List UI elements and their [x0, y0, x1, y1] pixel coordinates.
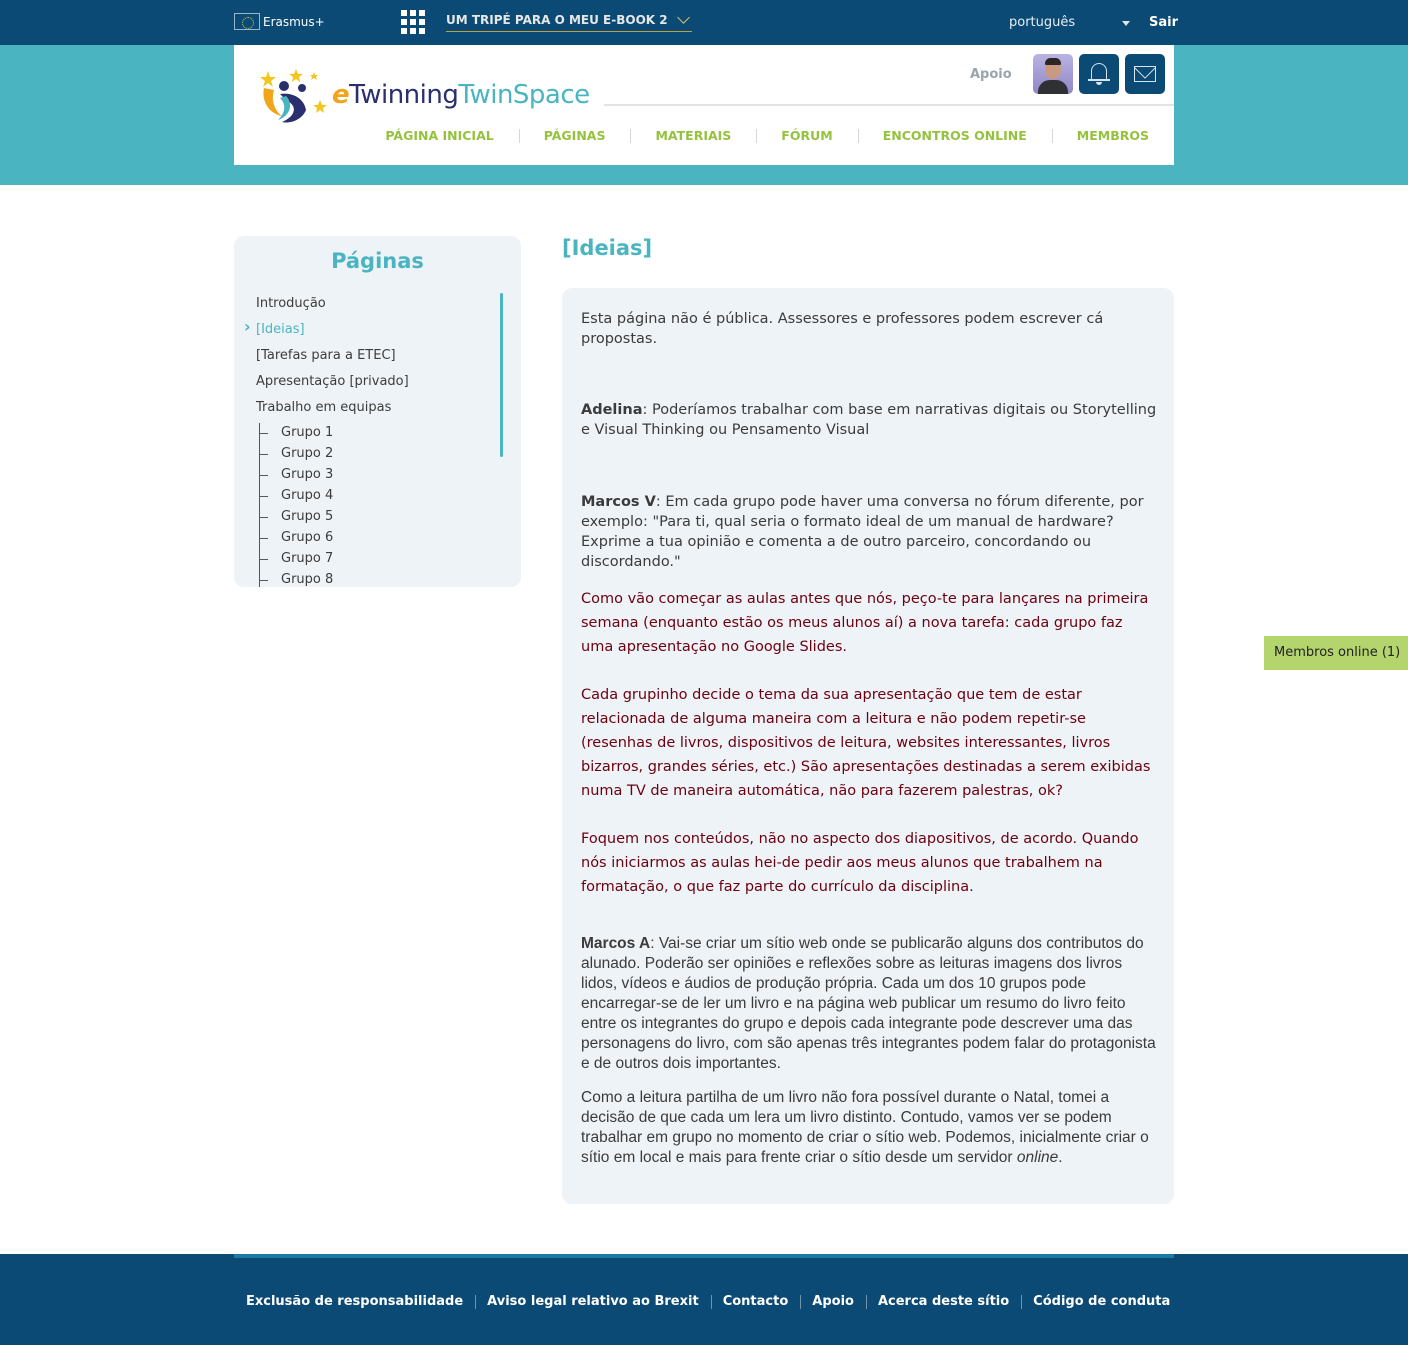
sidebar-item-grupo-6[interactable]: Grupo 6 — [259, 528, 333, 549]
bell-icon — [1091, 63, 1107, 80]
sidebar-item-apresentacao[interactable]: Apresentação [privado] — [256, 374, 409, 389]
apps-grid-icon[interactable] — [401, 10, 425, 34]
page-title: [Ideias] — [562, 236, 653, 260]
header-divider — [604, 104, 1174, 106]
adelina-text: : Poderíamos trabalhar com base em narrativas digitais ou Storytelling e Visual Thinking ou Pensamento Visual — [581, 402, 1157, 438]
marcosa-text: : Vai-se criar um sítio web onde se publicarão alguns dos contributos do alunado. Poderão ser opiniões e reflexões sobre as leituras imagens dos livros lidos, vídeos e áudios de produção própria. Cada um dos 10 grupos pode encarregar-se de ler um livro e na página web publicar um resumo do livro feito entre os integrantes do grupo e depois cada integrante pode descrever uma das personagens do livro, com são apenas três integrantes podem falar do protagonista e de outros dois importantes. — [581, 935, 1156, 1072]
footer-link-brexit[interactable]: Aviso legal relativo ao Brexit — [475, 1292, 711, 1312]
marcosv-text: : Em cada grupo pode haver uma conversa no fórum diferente, por exemplo: "Para ti, qual seria o formato ideal de um manual de hardware? Exprime a tua opinião e comenta a de outro parceiro, concordando ou discordando." — [581, 494, 1144, 570]
sidebar-item-introducao[interactable]: Introdução — [256, 296, 326, 311]
marcosv-comment — [581, 492, 1159, 572]
language-label: português — [1009, 15, 1076, 30]
sidebar-title: Páginas — [331, 249, 424, 273]
project-name: UM TRIPÉ PARA O MEU E-BOOK 2 — [446, 13, 668, 27]
nav-members[interactable]: MEMBROS — [1052, 126, 1174, 146]
closing-end: . — [1058, 1149, 1063, 1166]
eu-flag-icon — [234, 13, 260, 30]
sidebar-item-grupo-2[interactable]: Grupo 2 — [259, 444, 333, 465]
footer-accent-line — [234, 1254, 1174, 1258]
logo-twinspace: TwinSpace — [458, 80, 590, 110]
sidebar-item-grupo-3[interactable]: Grupo 3 — [259, 465, 333, 486]
support-link[interactable]: Apoio — [970, 67, 1012, 82]
sidebar-item-grupo-8[interactable]: Grupo 8 — [259, 570, 333, 587]
messages-button[interactable] — [1125, 54, 1165, 94]
sidebar-item-tarefas[interactable]: [Tarefas para a ETEC] — [256, 348, 396, 363]
avatar-hair — [1045, 58, 1061, 65]
logout-link[interactable]: Sair — [1149, 15, 1179, 30]
intro-text: Esta página não é pública. Assessores e professores podem escrever cá propostas. — [581, 311, 1104, 347]
pages-list — [256, 294, 496, 424]
closing-italic: online — [1016, 1149, 1059, 1166]
footer-link-support[interactable]: Apoio — [800, 1292, 866, 1312]
red-paragraph-2: Cada grupinho decide o tema da sua apresentação que tem de estar relacionada de alguma maneira com a leitura e não podem repetir-se (resenhas de livros, dispositivos de leitura, websites interessantes, livros bizarros, grandes séries, etc.) São apresentações destinadas a serem exibidas numa TV de maneira automática, não para fazerem palestras, ok? — [581, 687, 1151, 799]
pages-sidebar — [234, 236, 521, 587]
footer-link-disclaimer[interactable]: Exclusão de responsabilidade — [246, 1294, 464, 1309]
nav-home[interactable]: PÁGINA INICIAL — [385, 128, 494, 143]
marcosa-name: Marcos A — [581, 935, 651, 952]
red-paragraph-1: Como vão começar as aulas antes que nós, peço-te para lançares na primeira semana (enquanto estão os meus alunos aí) a nova tarefa: cada grupo faz uma apresentação no Google Slides. — [581, 591, 1149, 655]
erasmus-label: Erasmus+ — [263, 14, 325, 29]
caret-down-icon — [1122, 21, 1130, 26]
adelina-comment — [581, 400, 1159, 440]
bell-icon-base — [1088, 79, 1110, 81]
top-bar — [0, 0, 1408, 45]
footer-link-contact[interactable]: Contacto — [711, 1292, 801, 1312]
closing-text: Como a leitura partilha de um livro não fora possível durante o Natal, tomei a decisão de que cada um lera um livro distinto. Contudo, vamos ver se podem trabalhar em grupo no momento de criar o sítio web. Podemos, inicialmente criar o sítio em local e mais para frente criar o sítio desde um servidor — [581, 1089, 1149, 1166]
erasmus-logo[interactable] — [234, 13, 325, 30]
footer-link-about[interactable]: Acerca deste sítio — [866, 1292, 1021, 1312]
logo-twinning: Twinning — [349, 80, 459, 110]
sidebar-item-ideias[interactable]: › [Ideias] — [256, 320, 496, 346]
red-paragraph-3: Foquem nos conteúdos, não no aspecto dos diapositivos, de acordo. Quando nós iniciarmos as aulas hei-de pedir aos meus alunos que trabalhem na formatação, o que faz parte do currículo da disciplina. — [581, 831, 1139, 895]
sidebar-item-grupo-4[interactable]: Grupo 4 — [259, 486, 333, 507]
footer-link-code-of-conduct[interactable]: Código de conduta — [1021, 1292, 1182, 1312]
adelina-name: Adelina — [581, 402, 643, 418]
notifications-button[interactable] — [1079, 54, 1119, 94]
sidebar-item-grupo-5[interactable]: Grupo 5 — [259, 507, 333, 528]
marcosa-comment — [581, 934, 1159, 1074]
mail-icon — [1134, 66, 1156, 82]
nav-pages[interactable]: PÁGINAS — [519, 126, 631, 146]
project-selector[interactable] — [446, 13, 692, 32]
nav-forum[interactable]: FÓRUM — [756, 126, 857, 146]
footer-nav — [234, 1292, 1182, 1312]
groups-list — [259, 423, 333, 587]
sidebar-item-grupo-1[interactable]: Grupo 1 — [259, 423, 333, 444]
avatar[interactable] — [1033, 54, 1073, 94]
nav-materials[interactable]: MATERIAIS — [630, 126, 756, 146]
etwinning-wordmark[interactable] — [332, 80, 590, 110]
nav-online-meetings[interactable]: ENCONTROS ONLINE — [858, 126, 1052, 146]
sidebar-item-grupo-7[interactable]: Grupo 7 — [259, 549, 333, 570]
sidebar-item-trabalho-equipas[interactable]: Trabalho em equipas — [256, 400, 392, 415]
sidebar-scrollbar[interactable] — [500, 293, 503, 457]
chevron-down-icon — [677, 11, 690, 24]
bell-icon-clapper — [1096, 82, 1102, 85]
main-nav — [385, 126, 1174, 146]
logo-e: e — [332, 80, 350, 110]
closing-paragraph — [581, 1088, 1159, 1168]
online-members-tab[interactable]: Membros online (1) — [1264, 636, 1408, 670]
language-selector[interactable] — [1009, 15, 1131, 30]
avatar-body — [1038, 80, 1068, 94]
marcosv-name: Marcos V — [581, 494, 656, 510]
